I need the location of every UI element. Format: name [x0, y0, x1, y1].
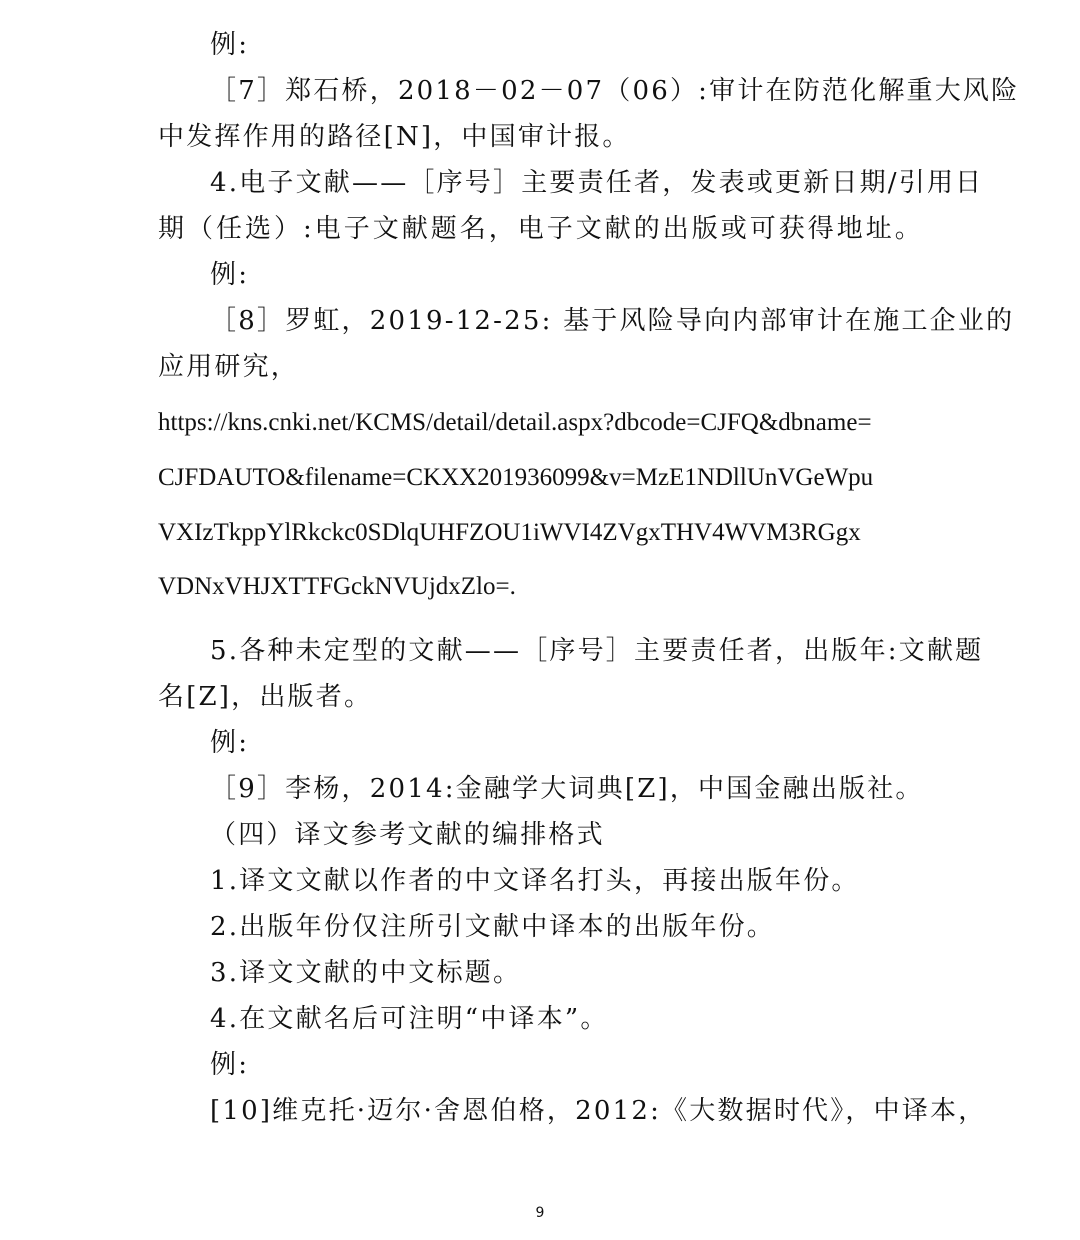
translation-rule-3: 3.译文文献的中文标题。: [210, 958, 522, 988]
section-heading-translation: （四）译文参考文献的编排格式: [210, 820, 605, 850]
rule-unpublished-line-1: 5.各种未定型的文献——［序号］主要责任者，出版年:文献题: [210, 636, 984, 666]
page-number: 9: [535, 1205, 545, 1221]
translation-rule-2: 2.出版年份仅注所引文献中译本的出版年份。: [210, 912, 776, 942]
reference-8-url-line-3: VXIzTkppYlRkckc0SDlqUHFZOU1iWVI4ZVgxTHV4WVM3RGgx: [158, 519, 861, 546]
translation-rule-4: 4.在文献名后可注明“中译本”。: [210, 1004, 609, 1034]
example-label-1: 例:: [210, 30, 250, 60]
reference-7-line-1: ［7］郑石桥，2018－02－07（06）:审计在防范化解重大风险: [210, 76, 1020, 106]
example-label-4: 例:: [210, 1050, 250, 1080]
reference-8-url-line-1: https://kns.cnki.net/KCMS/detail/detail.aspx?dbcode=CJFQ&dbname=: [158, 409, 872, 436]
example-label-3: 例:: [210, 728, 250, 758]
reference-7-line-2: 中发挥作用的路径[N]，中国审计报。: [158, 122, 631, 152]
reference-8-url-line-4: VDNxVHJXTTFGckNVUjdxZlo=.: [158, 573, 516, 600]
reference-10: [10]维克托·迈尔·舍恩伯格，2012:《大数据时代》，中译本，: [210, 1096, 987, 1126]
example-label-2: 例:: [210, 260, 250, 290]
reference-8-line-1: ［8］罗虹，2019-12-25: 基于风险导向内部审计在施工企业的: [210, 306, 1015, 336]
reference-8-line-2: 应用研究，: [158, 352, 300, 382]
rule-electronic-line-1: 4.电子文献——［序号］主要责任者，发表或更新日期/引用日: [210, 168, 984, 198]
reference-8-url-line-2: CJFDAUTO&filename=CKXX201936099&v=MzE1NDllUnVGeWpu: [158, 464, 874, 491]
reference-9: ［9］李杨，2014:金融学大词典[Z]，中国金融出版社。: [210, 774, 924, 804]
translation-rule-1: 1.译文文献以作者的中文译名打头，再接出版年份。: [210, 866, 860, 896]
rule-unpublished-line-2: 名[Z]，出版者。: [158, 682, 373, 712]
rule-electronic-line-2: 期（任选）:电子文献题名，电子文献的出版或可获得地址。: [158, 214, 923, 244]
